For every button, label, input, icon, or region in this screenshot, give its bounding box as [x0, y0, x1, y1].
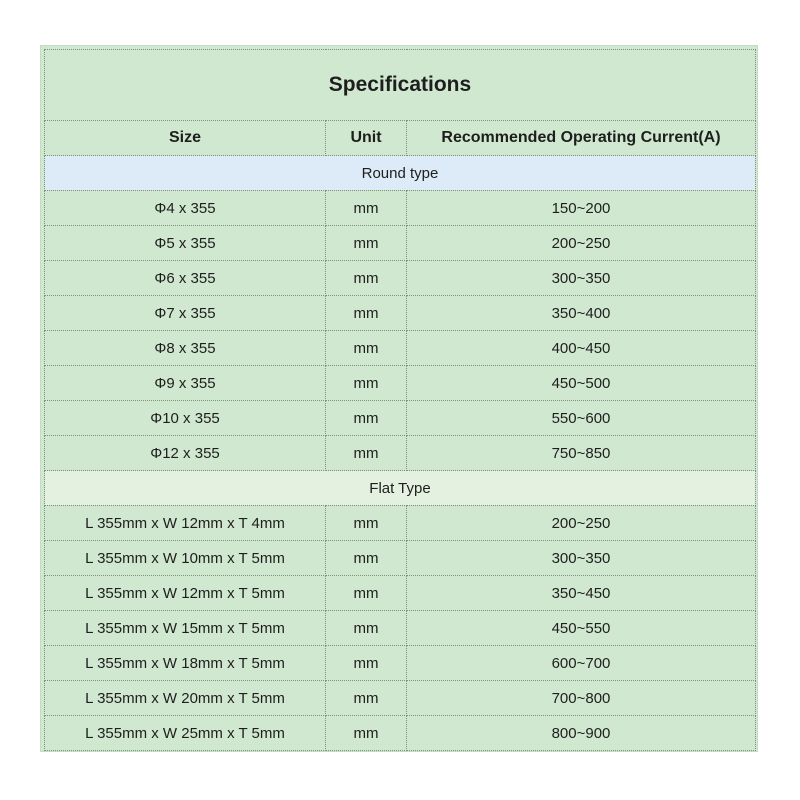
section-label: Flat Type	[45, 471, 756, 506]
unit-cell: mm	[326, 576, 407, 611]
unit-cell: mm	[326, 646, 407, 681]
table-row	[45, 296, 756, 331]
specifications-panel	[40, 45, 758, 752]
table-row	[45, 646, 756, 681]
current-cell: 300~350	[407, 261, 756, 296]
specifications-table	[44, 49, 756, 751]
size-cell: L 355mm x W 25mm x T 5mm	[45, 716, 326, 751]
table-row	[45, 366, 756, 401]
table-row	[45, 436, 756, 471]
unit-cell: mm	[326, 401, 407, 436]
table-row	[45, 576, 756, 611]
unit-cell: mm	[326, 506, 407, 541]
size-cell: L 355mm x W 15mm x T 5mm	[45, 611, 326, 646]
current-cell: 200~250	[407, 506, 756, 541]
header-row	[45, 121, 756, 156]
size-cell: Φ5 x 355	[45, 226, 326, 261]
size-cell: L 355mm x W 20mm x T 5mm	[45, 681, 326, 716]
size-cell: L 355mm x W 10mm x T 5mm	[45, 541, 326, 576]
table-title: Specifications	[45, 50, 756, 121]
size-cell: Φ8 x 355	[45, 331, 326, 366]
current-cell: 800~900	[407, 716, 756, 751]
table-row	[45, 331, 756, 366]
current-cell: 750~850	[407, 436, 756, 471]
section-row	[45, 156, 756, 191]
table-row	[45, 716, 756, 751]
current-cell: 350~400	[407, 296, 756, 331]
unit-cell: mm	[326, 366, 407, 401]
table-row	[45, 401, 756, 436]
table-row	[45, 541, 756, 576]
current-cell: 150~200	[407, 191, 756, 226]
unit-cell: mm	[326, 611, 407, 646]
table-row	[45, 191, 756, 226]
table-row	[45, 506, 756, 541]
size-cell: L 355mm x W 12mm x T 4mm	[45, 506, 326, 541]
current-cell: 450~550	[407, 611, 756, 646]
size-cell: L 355mm x W 18mm x T 5mm	[45, 646, 326, 681]
column-header-size: Size	[45, 121, 326, 156]
column-header-current: Recommended Operating Current(A)	[407, 121, 756, 156]
unit-cell: mm	[326, 716, 407, 751]
unit-cell: mm	[326, 541, 407, 576]
size-cell: Φ6 x 355	[45, 261, 326, 296]
unit-cell: mm	[326, 261, 407, 296]
table-row	[45, 681, 756, 716]
table-row	[45, 611, 756, 646]
size-cell: L 355mm x W 12mm x T 5mm	[45, 576, 326, 611]
unit-cell: mm	[326, 226, 407, 261]
size-cell: Φ4 x 355	[45, 191, 326, 226]
column-header-unit: Unit	[326, 121, 407, 156]
current-cell: 700~800	[407, 681, 756, 716]
current-cell: 200~250	[407, 226, 756, 261]
current-cell: 450~500	[407, 366, 756, 401]
current-cell: 600~700	[407, 646, 756, 681]
current-cell: 400~450	[407, 331, 756, 366]
unit-cell: mm	[326, 296, 407, 331]
title-row	[45, 50, 756, 121]
unit-cell: mm	[326, 191, 407, 226]
section-row	[45, 471, 756, 506]
current-cell: 550~600	[407, 401, 756, 436]
size-cell: Φ7 x 355	[45, 296, 326, 331]
size-cell: Φ12 x 355	[45, 436, 326, 471]
unit-cell: mm	[326, 331, 407, 366]
section-label: Round type	[45, 156, 756, 191]
unit-cell: mm	[326, 436, 407, 471]
size-cell: Φ9 x 355	[45, 366, 326, 401]
unit-cell: mm	[326, 681, 407, 716]
size-cell: Φ10 x 355	[45, 401, 326, 436]
current-cell: 350~450	[407, 576, 756, 611]
current-cell: 300~350	[407, 541, 756, 576]
table-row	[45, 226, 756, 261]
table-row	[45, 261, 756, 296]
